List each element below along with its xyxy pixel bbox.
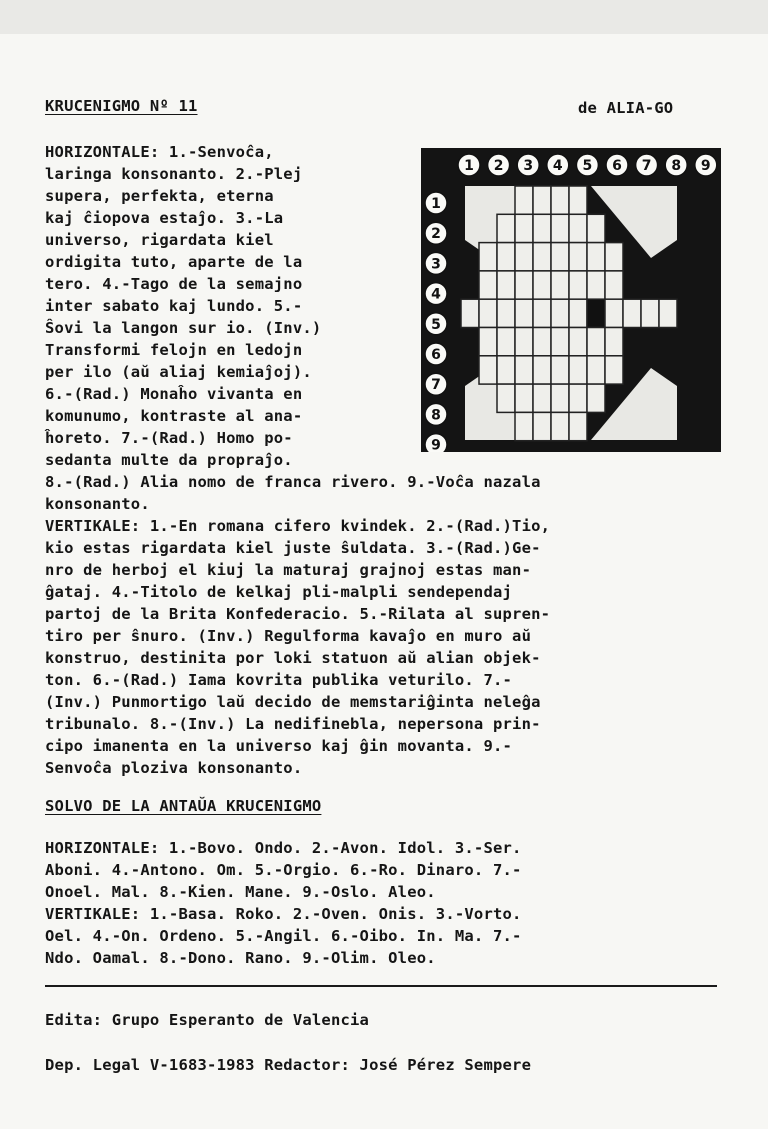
grid-cell: [515, 356, 533, 384]
column-number-badge: [665, 154, 687, 176]
grid-cell: [587, 214, 605, 242]
solution-heading: SOLVO DE LA ANTAŬA KRUCENIGMO: [45, 797, 322, 815]
grid-cell: [515, 186, 533, 214]
row-number-badge: [425, 403, 447, 425]
clue-line: tiro per ŝnuro. (Inv.) Regulforma kavaĵo en muro aŭ: [45, 627, 532, 645]
clue-line: Transformi felojn en ledojn: [45, 341, 303, 359]
clue-line: tero. 4.-Tago de la semajno: [45, 275, 303, 293]
clue-line: VERTIKALE: 1.-En romana cifero kvindek. 2.-(Rad.)Tio,: [45, 517, 551, 535]
column-number-badge: [606, 154, 628, 176]
clue-line: ĝataj. 4.-Titolo de kelkaj pli-malpli sendependaj: [45, 583, 513, 601]
puzzle-title: KRUCENIGMO Nº 11: [45, 97, 198, 115]
row-number-badge: [425, 192, 447, 214]
grid-cell: [515, 299, 533, 327]
row-number: 5: [431, 316, 441, 333]
grid-cell: [479, 356, 497, 384]
row-number-badge: [425, 283, 447, 305]
row-number-badge: [425, 434, 447, 452]
grid-cell: [569, 214, 587, 242]
publisher-line: Edita: Grupo Esperanto de Valencia: [45, 1011, 370, 1029]
clue-line: inter sabato kaj lundo. 5.-: [45, 297, 303, 315]
solution-line: Oel. 4.-On. Ordeno. 5.-Angil. 6.-Oibo. In. Ma. 7.-: [45, 927, 522, 945]
column-number-badge: [458, 154, 480, 176]
clue-line: 8.-(Rad.) Alia nomo de franca rivero. 9.-Voĉa nazala: [45, 473, 541, 491]
grid-cell: [569, 299, 587, 327]
row-number-badge: [425, 343, 447, 365]
row-number: 8: [431, 407, 441, 424]
grid-cell: [533, 214, 551, 242]
grid-cell: [605, 299, 623, 327]
clue-line: partoj de la Brita Konfederacio. 5.-Rilata al supren-: [45, 605, 551, 623]
grid-cell: [533, 299, 551, 327]
grid-cell: [551, 356, 569, 384]
grid-cell: [569, 384, 587, 412]
column-number-badge: [488, 154, 510, 176]
column-number-badge: [695, 154, 717, 176]
grid-cell: [587, 271, 605, 299]
column-number: 6: [612, 158, 622, 174]
footer-divider: [45, 985, 717, 987]
grid-cell: [497, 214, 515, 242]
grid-cell: [479, 328, 497, 356]
solution-line: HORIZONTALE: 1.-Bovo. Ondo. 2.-Avon. Idol. 3.-Ser.: [45, 839, 522, 857]
grid-cell: [533, 356, 551, 384]
grid-cell: [497, 243, 515, 271]
row-number: 3: [431, 256, 441, 273]
grid-cell: [551, 412, 569, 440]
grid-cell: [587, 356, 605, 384]
row-number-badge: [425, 373, 447, 395]
column-number-badge: [636, 154, 658, 176]
grid-cell: [551, 299, 569, 327]
grid-cell: [479, 299, 497, 327]
grid-cell: [497, 356, 515, 384]
grid-cell: [551, 271, 569, 299]
grid-cell: [515, 384, 533, 412]
grid-cell: [533, 328, 551, 356]
row-number: 1: [431, 196, 441, 212]
row-numbers: [425, 192, 447, 452]
grid-cell: [641, 299, 659, 327]
column-numbers: [458, 154, 717, 176]
clue-line: kaj ĉiopova estaĵo. 3.-La: [45, 209, 284, 227]
column-number-badge: [576, 154, 598, 176]
grid-cell: [551, 186, 569, 214]
clue-line: laringa konsonanto. 2.-Plej: [45, 165, 303, 183]
legal-line: Dep. Legal V-1683-1983 Redactor: José Pérez Sempere: [45, 1056, 532, 1074]
column-number-badge: [547, 154, 569, 176]
clue-line: cipo imanenta en la universo kaj ĝin movanta. 9.-: [45, 737, 513, 755]
clue-line: (Inv.) Punmortigo laŭ decido de memstariĝinta neleĝa: [45, 693, 541, 711]
grid-cell: [515, 328, 533, 356]
black-cell: [587, 299, 605, 327]
top-margin-strip: [0, 0, 768, 34]
solution-line: VERTIKALE: 1.-Basa. Roko. 2.-Oven. Onis. 3.-Vorto.: [45, 905, 522, 923]
row-number: 7: [431, 377, 441, 394]
clue-line: konstruo, destinita por loki statuon aŭ alian objek-: [45, 649, 541, 667]
grid-cell: [533, 186, 551, 214]
grid-cell: [569, 412, 587, 440]
row-number: 9: [431, 437, 441, 452]
grid-cell: [623, 299, 641, 327]
author-credit: de ALIA-GO: [578, 99, 674, 117]
grid-cell: [533, 384, 551, 412]
column-number-badge: [517, 154, 539, 176]
grid-cell: [605, 328, 623, 356]
grid-cell: [587, 328, 605, 356]
column-number: 1: [464, 158, 474, 174]
grid-cell: [605, 271, 623, 299]
grid-cell: [569, 356, 587, 384]
crossword-grid: [421, 148, 721, 456]
clue-line: ĥoreto. 7.-(Rad.) Homo po-: [45, 429, 293, 447]
grid-cell: [569, 243, 587, 271]
clue-line: 6.-(Rad.) Monaĥo vivanta en: [45, 385, 303, 403]
grid-cell: [515, 412, 533, 440]
grid-cell: [479, 271, 497, 299]
grid-cell: [497, 384, 515, 412]
grid-cell: [659, 299, 677, 327]
column-number: 5: [582, 158, 593, 174]
grid-cell: [461, 299, 479, 327]
grid-cell: [479, 243, 497, 271]
grid-cell: [515, 271, 533, 299]
grid-cell: [515, 214, 533, 242]
row-number-badge: [425, 313, 447, 335]
grid-cell: [497, 271, 515, 299]
grid-cell: [587, 384, 605, 412]
column-number: 2: [493, 158, 504, 174]
grid-cell: [569, 328, 587, 356]
grid-cell: [497, 328, 515, 356]
grid-cell: [605, 243, 623, 271]
grid-cell: [533, 243, 551, 271]
clue-line: kio estas rigardata kiel juste ŝuldata. 3.-(Rad.)Ge-: [45, 539, 541, 557]
clue-line: supera, perfekta, eterna: [45, 187, 274, 205]
clue-line: ton. 6.-(Rad.) Iama kovrita publika veturilo. 7.-: [45, 671, 513, 689]
grid-cell: [533, 412, 551, 440]
column-number: 3: [523, 158, 534, 174]
row-number-badge: [425, 222, 447, 244]
grid-cell: [587, 243, 605, 271]
grid-cell: [569, 186, 587, 214]
grid-cell: [551, 328, 569, 356]
column-number: 7: [641, 158, 652, 174]
solution-line: Ndo. Oamal. 8.-Dono. Rano. 9.-Olim. Oleo.: [45, 949, 436, 967]
column-number: 8: [671, 158, 682, 174]
clue-line: Ŝovi la langon sur io. (Inv.): [45, 319, 322, 337]
row-number: 6: [431, 347, 441, 363]
clue-line: ordigita tuto, aparte de la: [45, 253, 303, 271]
clue-line: Senvoĉa ploziva konsonanto.: [45, 759, 303, 777]
clue-line: sedanta multe da propraĵo.: [45, 451, 293, 469]
column-number: 9: [700, 158, 711, 174]
crossword-grid-drawing: [421, 148, 721, 452]
solution-line: Aboni. 4.-Antono. Om. 5.-Orgio. 6.-Ro. Dinaro. 7.-: [45, 861, 522, 879]
clue-line: tribunalo. 8.-(Inv.) La nedifinebla, nepersona prin-: [45, 715, 541, 733]
row-number: 2: [431, 226, 441, 243]
clue-line: komunumo, kontraste al ana-: [45, 407, 303, 425]
grid-cell: [569, 271, 587, 299]
grid-cell: [533, 271, 551, 299]
grid-cell: [551, 243, 569, 271]
clue-line: universo, rigardata kiel: [45, 231, 274, 249]
grid-cell: [551, 214, 569, 242]
column-number: 4: [552, 158, 563, 174]
row-number: 4: [431, 286, 441, 303]
clue-line: HORIZONTALE: 1.-Senvoĉa,: [45, 143, 274, 161]
clue-line: konsonanto.: [45, 495, 150, 513]
grid-cell: [515, 243, 533, 271]
clue-line: nro de herboj el kiuj la maturaj grajnoj estas man-: [45, 561, 532, 579]
grid-cell: [497, 299, 515, 327]
row-number-badge: [425, 252, 447, 274]
clue-line: per ilo (aŭ aliaj kemiaĵoj).: [45, 363, 312, 381]
grid-cell: [605, 356, 623, 384]
grid-cell: [551, 384, 569, 412]
solution-line: Onoel. Mal. 8.-Kien. Mane. 9.-Oslo. Aleo.: [45, 883, 436, 901]
